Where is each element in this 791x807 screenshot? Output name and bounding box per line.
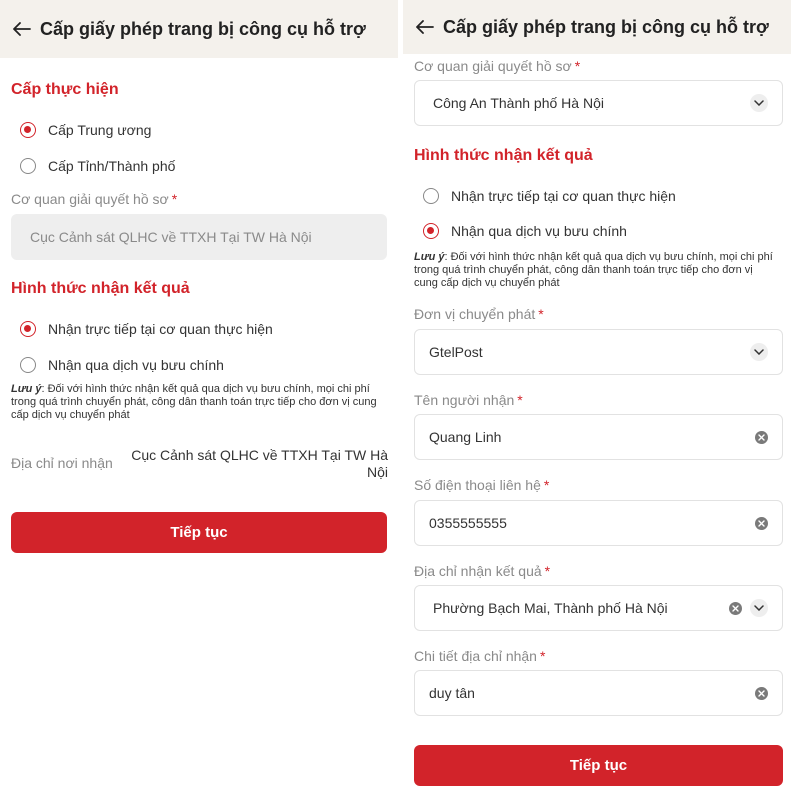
radio-label: Cấp Tỉnh/Thành phố xyxy=(48,158,176,174)
radio-label: Cấp Trung ương xyxy=(48,122,152,138)
radio-unselected-icon xyxy=(423,188,439,204)
recipient-name-input[interactable] xyxy=(414,414,783,460)
radio-receive-direct[interactable] xyxy=(423,188,676,204)
section-title-result: Hình thức nhận kết quả xyxy=(11,280,190,297)
phone-input[interactable] xyxy=(414,500,783,546)
radio-label: Nhận qua dịch vụ bưu chính xyxy=(451,223,627,239)
result-address-label: Địa chỉ nhận kết quả * xyxy=(414,563,551,579)
result-address-select[interactable] xyxy=(414,585,783,631)
receive-address-value: Cục Cảnh sát QLHC về TTXH Tại TW Hà Nội xyxy=(131,447,388,480)
app-header xyxy=(403,0,791,54)
chevron-down-icon[interactable] xyxy=(750,599,768,617)
radio-receive-direct[interactable] xyxy=(20,321,273,337)
postal-note: Lưu ý: Đối với hình thức nhận kết quả qua dịch vụ bưu chính, mọi chi phí trong quá trình chuyển phát, công dân thanh toán trực tiếp cho đơn vị cung cấp dịch vụ chuyển phát xyxy=(414,251,773,289)
chevron-down-icon[interactable] xyxy=(750,343,768,361)
continue-button[interactable]: Tiếp tục xyxy=(414,745,783,786)
radio-unselected-icon xyxy=(20,158,36,174)
radio-unselected-icon xyxy=(20,357,36,373)
chevron-down-icon[interactable] xyxy=(750,94,768,112)
radio-selected-icon xyxy=(423,223,439,239)
back-arrow-icon[interactable] xyxy=(12,19,32,39)
agency-label: Cơ quan giải quyết hồ sơ * xyxy=(414,58,581,74)
radio-receive-postal[interactable] xyxy=(423,223,627,239)
postal-note: Lưu ý: Đối với hình thức nhận kết quả qua dịch vụ bưu chính, mọi chi phí trong quá trình chuyển phát, công dân thanh toán trực tiếp cho đơn vị cung cấp dịch vụ chuyển phát xyxy=(11,383,377,421)
clear-icon[interactable] xyxy=(755,687,768,700)
page-title: Cấp giấy phép trang bị công cụ hỗ trợ xyxy=(443,16,769,37)
section-title-result: Hình thức nhận kết quả xyxy=(414,147,593,164)
radio-selected-icon xyxy=(20,122,36,138)
agency-select[interactable] xyxy=(414,80,783,126)
agency-value: Công An Thành phố Hà Nội xyxy=(433,95,604,111)
radio-receive-postal[interactable] xyxy=(20,357,224,373)
clear-icon[interactable] xyxy=(729,602,742,615)
carrier-select[interactable] xyxy=(414,329,783,375)
agency-value: Cục Cảnh sát QLHC về TTXH Tại TW Hà Nội xyxy=(30,229,312,245)
radio-central-level[interactable] xyxy=(20,122,151,138)
radio-label: Nhận qua dịch vụ bưu chính xyxy=(48,357,224,373)
carrier-value: GtelPost xyxy=(429,344,483,360)
back-arrow-icon[interactable] xyxy=(415,17,435,37)
phone-label: Số điện thoại liên hệ * xyxy=(414,477,550,493)
phone-value: 0355555555 xyxy=(429,515,507,531)
right-screen xyxy=(403,0,791,807)
radio-province-level[interactable] xyxy=(20,158,175,174)
recipient-name-value: Quang Linh xyxy=(429,429,502,445)
recipient-name-label: Tên người nhận * xyxy=(414,392,523,408)
radio-label: Nhận trực tiếp tại cơ quan thực hiện xyxy=(451,188,676,204)
radio-selected-icon xyxy=(20,321,36,337)
page-title: Cấp giấy phép trang bị công cụ hỗ trợ xyxy=(40,18,366,39)
address-detail-label: Chi tiết địa chỉ nhận * xyxy=(414,648,546,664)
carrier-label: Đơn vị chuyển phát * xyxy=(414,306,544,322)
clear-icon[interactable] xyxy=(755,517,768,530)
app-header xyxy=(0,0,398,58)
continue-button[interactable]: Tiếp tục xyxy=(11,512,387,553)
result-address-value: Phường Bạch Mai, Thành phố Hà Nội xyxy=(433,600,668,616)
agency-field xyxy=(11,214,387,260)
section-title-level: Cấp thực hiện xyxy=(11,81,119,98)
address-detail-value: duy tân xyxy=(429,685,475,701)
radio-label: Nhận trực tiếp tại cơ quan thực hiện xyxy=(48,321,273,337)
address-detail-input[interactable] xyxy=(414,670,783,716)
clear-icon[interactable] xyxy=(755,431,768,444)
receive-address-label: Địa chỉ nơi nhận xyxy=(11,455,113,471)
agency-label: Cơ quan giải quyết hồ sơ * xyxy=(11,191,178,207)
